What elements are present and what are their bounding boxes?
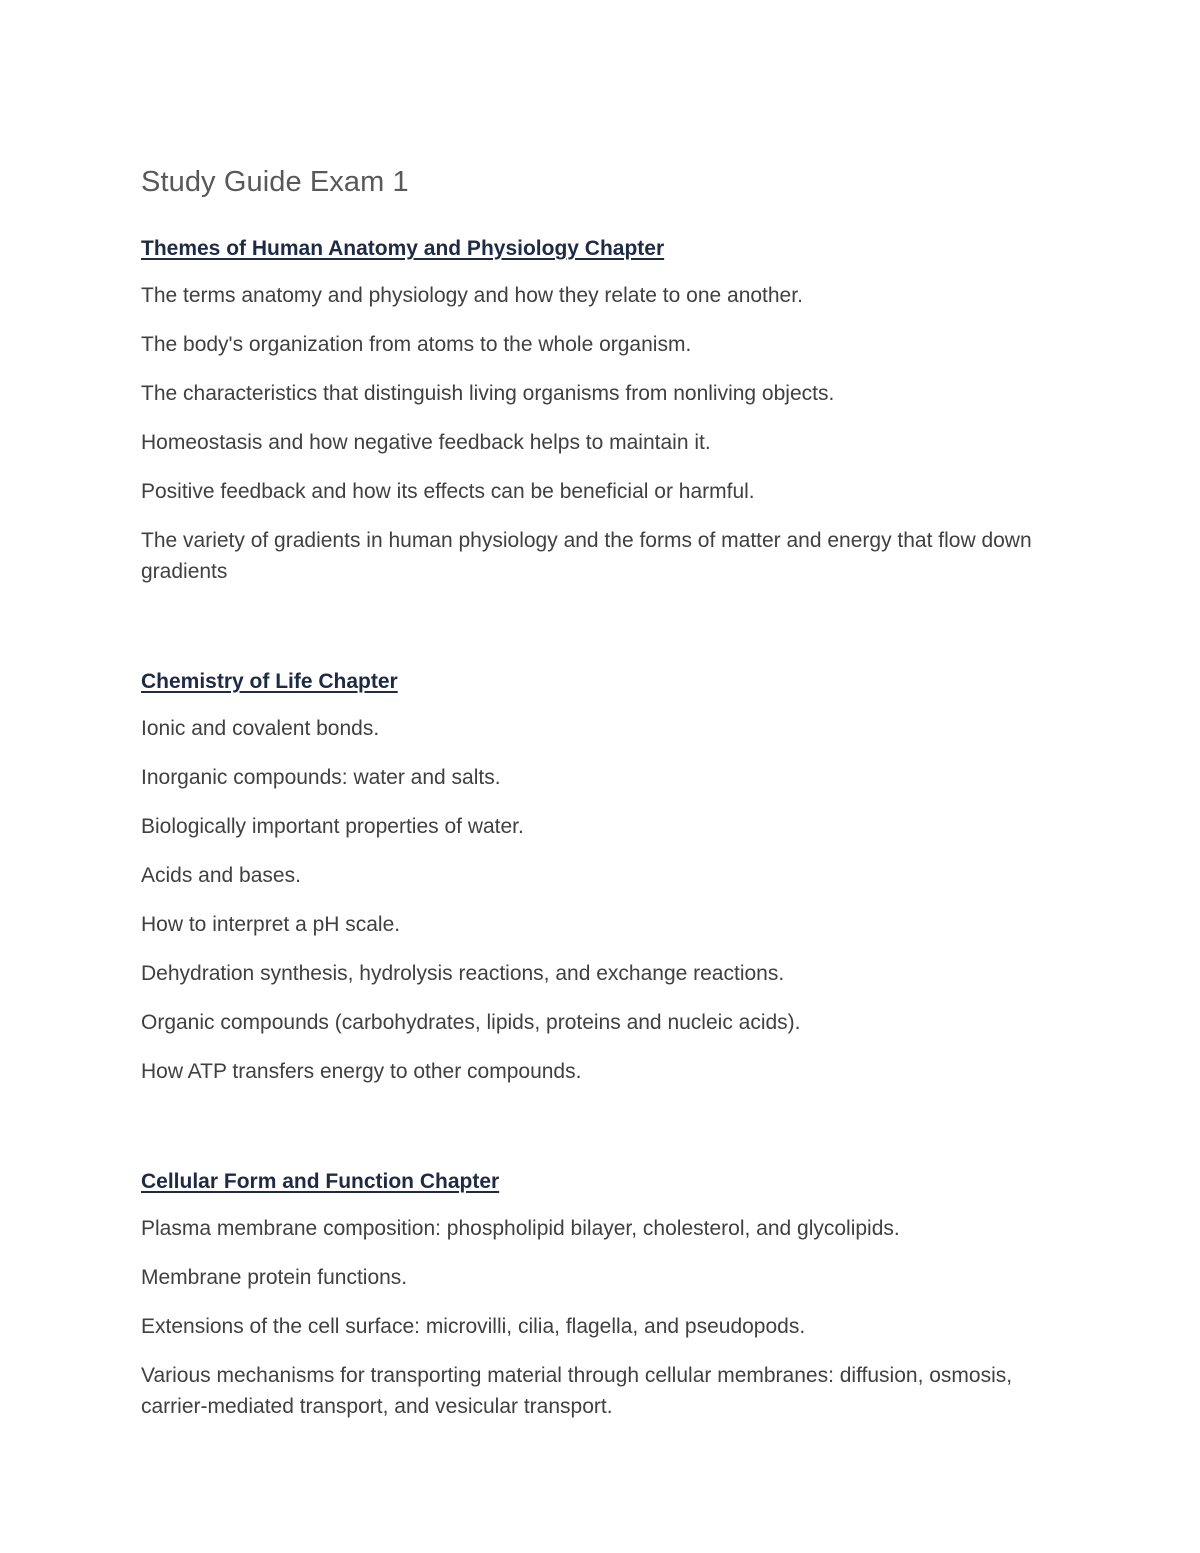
list-item: Biologically important properties of water.: [141, 815, 524, 838]
section-heading: Chemistry of Life Chapter: [141, 670, 398, 693]
section-item-list: [141, 713, 1041, 1087]
section-heading: Themes of Human Anatomy and Physiology Chapter: [141, 237, 665, 260]
list-item: Plasma membrane composition: phospholipid bilayer, cholesterol, and glycolipids.: [141, 1217, 900, 1240]
section-heading: Cellular Form and Function Chapter: [141, 1170, 500, 1193]
list-item: The variety of gradients in human physiology and the forms of matter and energy that flow down gradients: [141, 529, 1032, 583]
list-item: The terms anatomy and physiology and how they relate to one another.: [141, 284, 803, 307]
list-item: Ionic and covalent bonds.: [141, 717, 380, 740]
list-item: Extensions of the cell surface: microvilli, cilia, flagella, and pseudopods.: [141, 1315, 806, 1338]
section-cellular-form-function: [141, 1167, 1041, 1422]
list-item: Homeostasis and how negative feedback helps to maintain it.: [141, 431, 711, 454]
document-title: Study Guide Exam 1: [141, 166, 409, 198]
list-item: Dehydration synthesis, hydrolysis reactions, and exchange reactions.: [141, 962, 785, 985]
list-item: Membrane protein functions.: [141, 1266, 408, 1289]
list-item: Inorganic compounds: water and salts.: [141, 766, 501, 789]
section-item-list: [141, 1213, 1041, 1422]
list-item: Acids and bases.: [141, 864, 301, 887]
list-item: Various mechanisms for transporting material through cellular membranes: diffusion, osmosis, carrier-mediated transport, and vesicular transport.: [141, 1364, 1013, 1418]
section-chemistry-of-life: [141, 667, 1041, 1087]
section-anatomy-physiology: [141, 234, 1041, 587]
section-item-list: [141, 280, 1041, 587]
list-item: The characteristics that distinguish living organisms from nonliving objects.: [141, 382, 835, 405]
document-content: [141, 162, 1041, 1422]
list-item: Organic compounds (carbohydrates, lipids, proteins and nucleic acids).: [141, 1011, 801, 1034]
list-item: How to interpret a pH scale.: [141, 913, 401, 936]
list-item: The body's organization from atoms to the whole organism.: [141, 333, 692, 356]
list-item: How ATP transfers energy to other compounds.: [141, 1060, 582, 1083]
list-item: Positive feedback and how its effects can be beneficial or harmful.: [141, 480, 755, 503]
